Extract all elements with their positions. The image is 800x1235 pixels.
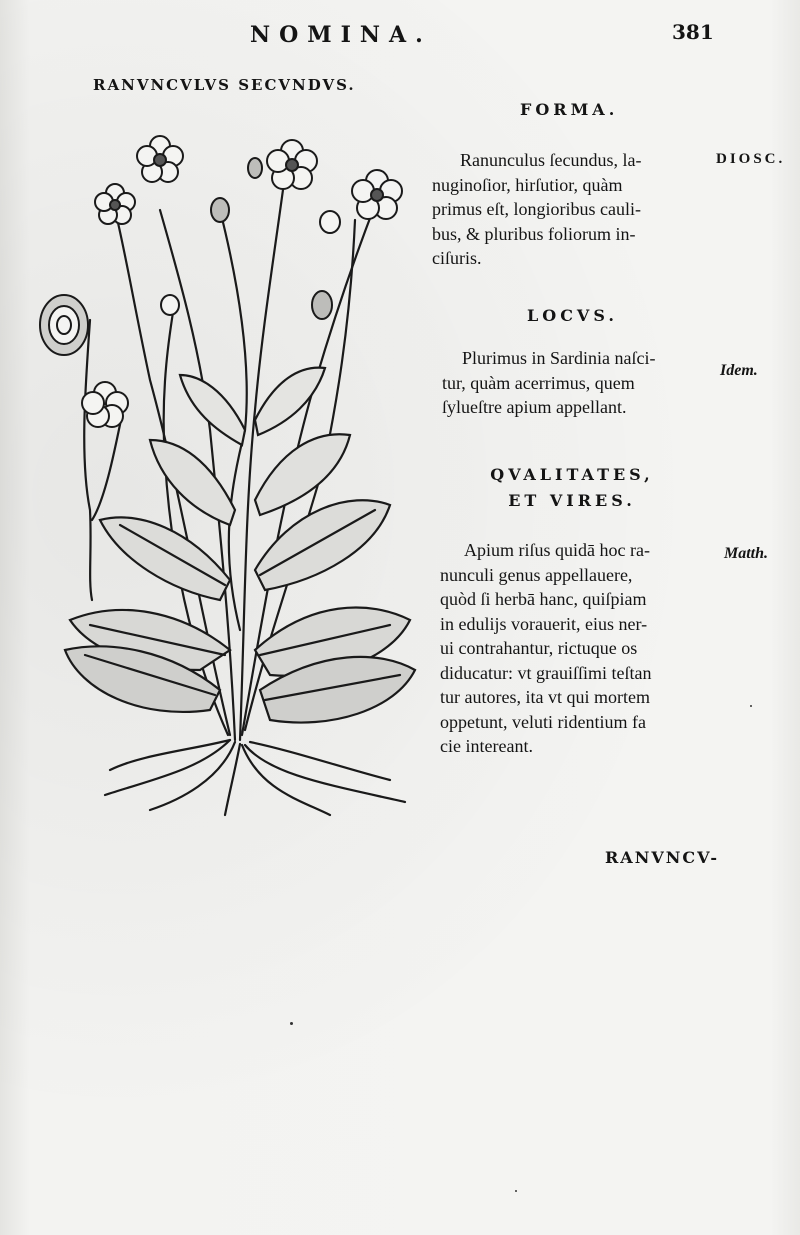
text-line: Apium riſus quidā hoc ra- — [464, 540, 650, 560]
text-line: primus eſt, longioribus cauli- — [432, 199, 641, 219]
print-speck — [750, 705, 752, 707]
text-line: nuginoſior, hirſutior, quàm — [432, 174, 623, 195]
text-line: quòd ſi herbā hanc, quiſpiam — [440, 589, 647, 609]
text-line: oppetunt, veluti ridentium fa — [440, 711, 646, 732]
plant-title: RANVNCVLVS SECVNDVS. — [93, 76, 356, 94]
page-number: 381 — [672, 20, 714, 44]
text-line: tur autores, ita vt qui mortem — [440, 687, 650, 707]
section-text-forma — [432, 148, 641, 271]
catchword: RANVNCV- — [605, 848, 719, 867]
ranunculus-woodcut-icon — [30, 130, 420, 820]
heading-line: QVALITATES, — [490, 465, 654, 484]
running-title: NOMINA. — [250, 22, 432, 48]
section-text-locus — [442, 346, 655, 420]
section-text-qualitates — [440, 538, 651, 759]
text-line: Plurimus in Sardinia naſci- — [462, 348, 656, 368]
text-line: tur, quàm acerrimus, quem — [442, 372, 635, 393]
text-line: ui contrahantur, rictuque os — [440, 638, 638, 658]
section-heading-forma: FORMA. — [520, 100, 619, 119]
text-line: cie intereant. — [440, 736, 533, 756]
text-line: bus, & pluribus foliorum in- — [432, 223, 636, 244]
section-heading-locus: LOCVS. — [527, 306, 618, 325]
margin-note-idem: Idem. — [720, 362, 758, 379]
print-speck — [515, 1190, 517, 1192]
margin-note-matth: Matth. — [724, 545, 769, 562]
text-line: ciſuris. — [432, 248, 482, 268]
section-heading-qualitates — [482, 462, 662, 514]
heading-line: ET VIRES. — [508, 491, 636, 510]
text-line: nunculi genus appellauere, — [440, 564, 633, 585]
text-line: in edulijs vorauerit, eius ner- — [440, 613, 648, 634]
margin-note-diosc: DIOSC. — [716, 151, 786, 167]
text-line: Ranunculus ſecundus, la- — [460, 150, 642, 170]
text-line: diducatur: vt grauiſſimi teſtan — [440, 662, 652, 683]
print-speck — [290, 1022, 293, 1025]
text-line: ſylueſtre apium appellant. — [442, 397, 627, 417]
